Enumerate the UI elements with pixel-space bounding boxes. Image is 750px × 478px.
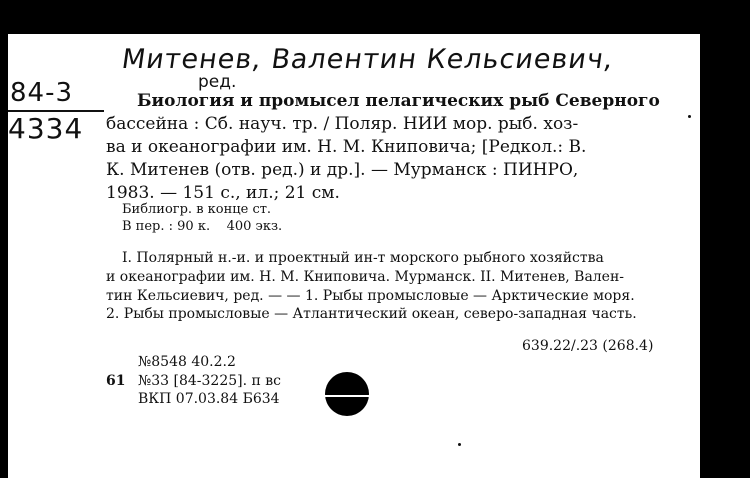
record-title-line-1: Биология и промысел пелагических рыб Северного: [137, 91, 660, 111]
note-bibliography: Библиогр. в конце ст.: [122, 202, 272, 217]
handwritten-author: Митенев, Валентин Кельсиевич,: [119, 44, 616, 75]
handwritten-inventory-number: 4334: [8, 112, 84, 145]
record-line-5: 1983. — 151 с., ил.; 21 см.: [106, 183, 340, 203]
note-price: В пер. : 90 к. 400 экз.: [122, 219, 283, 234]
record-line-3: ва и океанографии им. Н. М. Книповича; [Редкол.: В.: [106, 137, 587, 157]
tracing-line-4: 2. Рыбы промысловые — Атлантический океан, северо-западная часть.: [106, 306, 637, 322]
handwritten-role: ред.: [198, 72, 237, 92]
ink-speck: [458, 443, 461, 446]
tracing-line-1: I. Полярный н.-и. и проектный ин-т морского рыбного хозяйства: [122, 250, 604, 266]
ink-speck: [688, 115, 691, 118]
handwritten-shelf-code: 84-3: [10, 78, 74, 108]
record-line-2: бассейна : Сб. науч. тр. / Поляр. НИИ мор. рыб. хоз-: [106, 114, 579, 134]
card-edge-shadow: [700, 34, 750, 478]
punch-hole: [325, 372, 369, 416]
footer-line-2: №33 [84-3225]. п вс: [138, 373, 282, 389]
footer-prefix: 61: [106, 373, 126, 389]
tracing-line-2: и океанографии им. Н. М. Книповича. Мурманск. II. Митенев, Вален-: [106, 269, 625, 285]
classification-index: 639.22/.23 (268.4): [522, 338, 654, 354]
footer-number: №8548 40.2.2: [138, 354, 236, 370]
record-line-4: К. Митенев (отв. ред.) и др.]. — Мурманск : ПИНРО,: [106, 160, 579, 180]
footer-line-3: ВКП 07.03.84 Б634: [138, 391, 280, 407]
tracing-line-3: тин Кельсиевич, ред. — — 1. Рыбы промысловые — Арктические моря.: [106, 288, 635, 304]
